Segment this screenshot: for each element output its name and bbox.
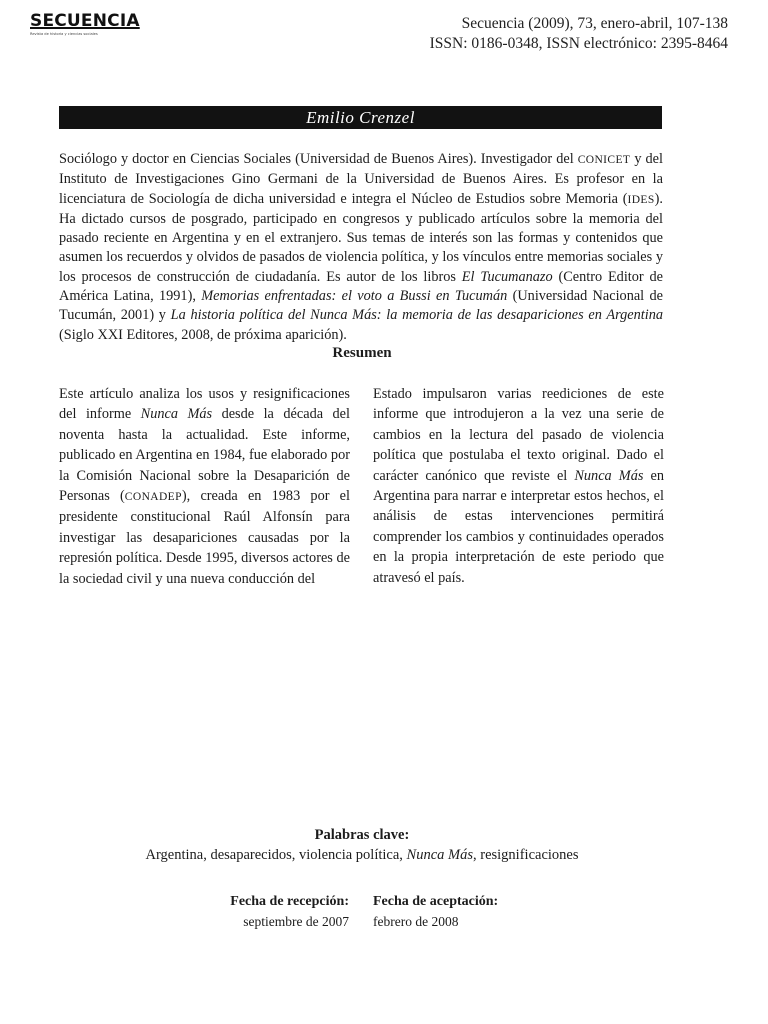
bio-text: Sociólogo y doctor en Ciencias Sociales (Universidad de Buenos Aires). Investigador del	[59, 151, 578, 167]
bio-book-title: La historia política del Nunca Más: la memoria de las desapariciones en Argentina	[170, 307, 663, 324]
bio-text: (Centro Editor de América Latina, 1991),	[59, 268, 663, 305]
received-label: Fecha de recepción:	[230, 894, 349, 909]
citation-block	[430, 14, 728, 54]
author-bio	[59, 150, 663, 345]
abstract-acronym-conadep: CONADEP	[124, 491, 182, 504]
keywords-list	[0, 846, 724, 865]
bio-acronym-ides: IDES	[627, 193, 655, 206]
received-date	[230, 892, 349, 932]
abstract-text: Este artículo analiza los usos y resignificaciones del informe	[59, 386, 350, 423]
bio-book-title: El Tucumanazo	[461, 268, 553, 285]
abstract-column-right	[373, 384, 664, 588]
accepted-label: Fecha de aceptación:	[373, 894, 499, 909]
keyword-report-title: Nunca Más	[406, 847, 473, 863]
abstract-text: en Argentina para narrar e interpretar estos hechos, el análisis de estas intervenciones permitirá comprender los cambios y continuidades operados en la propia interpretación de este periodo que atravesó el país.	[373, 467, 664, 586]
abstract-text: ), creada en 1983 por el presidente constitucional Raúl Alfonsín para investigar las desapariciones causadas por la represión política. Desde 1995, diversos actores de la sociedad civil y una nueva conducción del	[59, 488, 350, 587]
bio-text: (Universidad Nacional de Tucumán, 2001) y	[59, 288, 663, 324]
abstract-text: Estado impulsaron varias reediciones de este informe que introdujeron a la vez una serie de cambios en la lectura del pasado de violencia política que postulaba el texto original. Dado el carácter canónico que reviste el	[373, 386, 664, 484]
bio-acronym-conicet: CONICET	[577, 154, 631, 166]
bio-text: ). Ha dictado cursos de posgrado, participado en congresos y publicado artículos sobre la memoria del pasado reciente en Argentina y en el extranjero. Sus temas de interés son las formas y contenidos que asumen los recuerdos y olvidos de pasados de violencia política, y los vínculos entre memorias sociales y los procesos de construcción de ciudadanía. Es autor de los libros	[59, 190, 663, 285]
abstract-heading: Resumen	[332, 345, 392, 361]
logo-text: SECUENCIA	[30, 11, 140, 31]
citation-line-1: Secuencia (2009), 73, enero-abril, 107-138	[461, 15, 728, 32]
abstract-column-left	[59, 384, 350, 589]
keywords-text: Argentina, desaparecidos, violencia política,	[145, 847, 407, 863]
accepted-date	[373, 892, 498, 932]
received-value: septiembre de 2007	[243, 914, 349, 929]
abstract-text: desde la década del noventa hasta la actualidad. Este informe, publicado en Argentina en 1984, fue elaborado por la Comisión Nacional sobre la Desaparición de Personas (	[59, 406, 350, 505]
logo-tagline: Revista de historia y ciencias sociales	[30, 32, 98, 36]
bio-text: y del Instituto de Investigaciones Gino Germani de la Universidad de Buenos Aires. Es profesor en la licenciatura de Sociología de dicha universidad e integra el Núcleo de Estudios sobre Memoria (	[59, 151, 663, 207]
abstract-report-title: Nunca Más	[574, 467, 644, 484]
keywords-text: , resignificaciones	[473, 847, 579, 863]
author-name-bar: Emilio Crenzel	[59, 106, 662, 129]
journal-logo	[30, 12, 140, 36]
accepted-value: febrero de 2008	[373, 914, 459, 929]
keywords-heading: Palabras clave:	[314, 827, 410, 843]
abstract-report-title: Nunca Más	[140, 406, 213, 423]
bio-text: (Siglo XXI Editores, 2008, de próxima aparición).	[59, 326, 347, 343]
bio-book-title: Memorias enfrentadas: el voto a Bussi en Tucumán	[201, 288, 508, 305]
citation-line-2: ISSN: 0186-0348, ISSN electrónico: 2395-8464	[429, 35, 728, 52]
